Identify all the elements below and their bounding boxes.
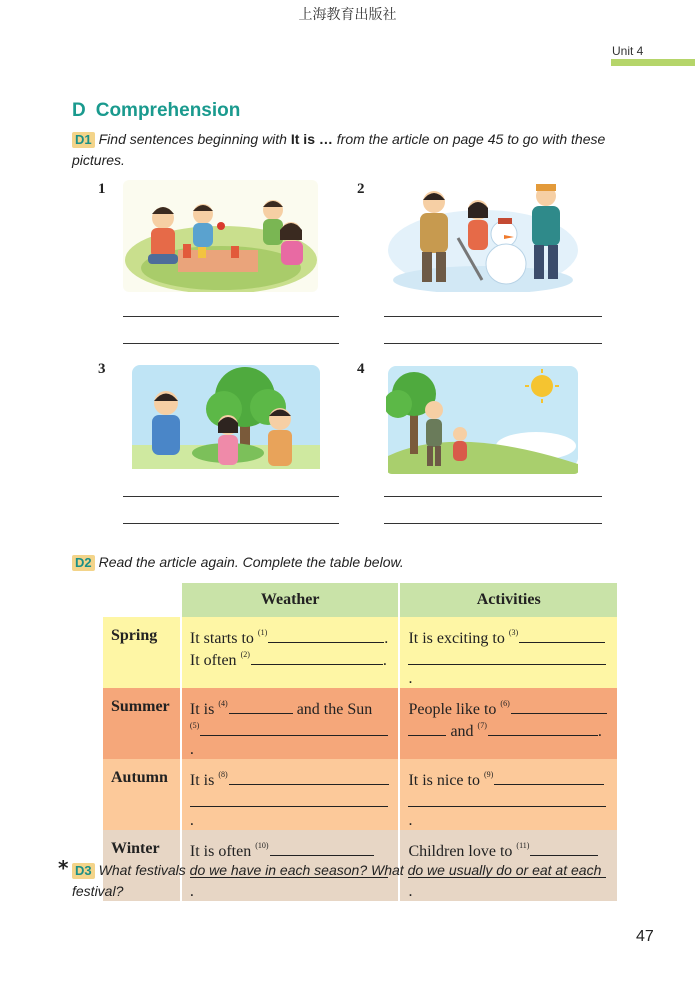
d2-instruction [72,552,632,573]
d3-instruction [72,860,612,902]
cell-text: and the Sun [296,701,373,718]
cell-text: People like to [408,701,497,718]
table-corner [102,583,181,617]
blank-field[interactable] [408,791,606,807]
section-name: Comprehension [95,100,241,121]
publisher-header: 上海教育出版社 [298,7,397,23]
d1-text-bold: It is … [290,131,333,147]
blank-field[interactable] [270,840,374,856]
cell-text: It often [189,652,237,669]
d3-tag: D3 [72,863,95,879]
cell-text: It is often [189,843,252,860]
d1-tag: D1 [72,132,95,148]
unit-bar [611,59,695,66]
picnic-picture [123,180,318,292]
blank-number: (11) [516,841,530,850]
answer-line[interactable] [384,343,602,344]
answer-line[interactable] [384,523,602,524]
blank-number: (5) [189,721,200,730]
weather-cell: It is $^{(4)}$ and the Sun $^{(5)}$. [181,688,400,759]
blank-field[interactable] [251,649,383,665]
weather-cell: It is often $^{(10)}$ . [181,830,400,901]
table-row-summer [102,688,617,759]
section-title [72,100,240,122]
d1-text-2: from the article on page 45 to go with these pictures. [72,131,606,168]
picture-number-4: 4 [357,361,365,377]
header-activities: Activities [399,583,617,617]
activities-cell: It is nice to $^{(9)}$ . [399,759,617,830]
tree-picture [128,361,323,476]
blank-field[interactable] [408,649,606,665]
weather-cell: It is $^{(8)}$ . [181,759,400,830]
answer-line[interactable] [123,343,339,344]
d3-text: What festivals do we have in each season? What do we usually do or eat at each festival? [72,862,602,899]
picture-number-2: 2 [357,181,365,197]
answer-line[interactable] [384,316,602,317]
season-label: Autumn [102,759,181,830]
blank-field[interactable] [229,769,389,785]
seasons-table [101,583,617,901]
answer-line[interactable] [384,496,602,497]
activities-cell: It is exciting to $^{(3)}$ . [399,617,617,688]
blank-number: (4) [218,699,228,708]
blank-field[interactable] [200,720,388,736]
d1-text-1: Find sentences beginning with [98,131,291,147]
answer-line[interactable] [123,496,339,497]
season-label: Spring [102,617,181,688]
blank-number: (3) [508,628,519,637]
blank-field[interactable] [519,627,605,643]
cell-text: Children love to [408,843,513,860]
blank-field[interactable] [530,840,598,856]
blank-number: (9) [483,770,494,779]
blank-number: (10) [255,841,269,850]
blank-number: (1) [257,628,268,637]
weather-cell: It starts to $^{(1)}$ . It often $^{(2)}$ . [181,617,400,688]
picture-number-3: 3 [98,361,106,377]
d2-text: Read the article again. Complete the table below. [98,554,404,570]
answer-line[interactable] [123,316,339,317]
activities-cell: People like to $^{(6)}$ and $^{(7)}$ . [399,688,617,759]
season-label: Winter [102,830,181,901]
cell-text: It is [189,701,215,718]
blank-number: (8) [218,770,228,779]
blank-number: (7) [477,721,487,730]
cell-text: It is nice to [408,772,480,789]
blank-field[interactable] [408,720,446,736]
d1-instruction [72,129,632,171]
blank-number: (6) [500,699,510,708]
hiking-picture [386,364,580,474]
page-number: 47 [636,928,654,945]
blank-field[interactable] [229,698,293,714]
table-row-spring [102,617,617,688]
cell-text: It starts to [189,630,254,647]
answer-line[interactable] [123,523,339,524]
cell-text: It is [189,772,215,789]
blank-number: (2) [240,650,250,659]
blank-field[interactable] [494,769,604,785]
snowman-picture [386,180,580,292]
picture-number-1: 1 [98,181,106,197]
activities-cell: Children love to $^{(11)}$ . [399,830,617,901]
unit-label: Unit 4 [612,44,644,58]
cell-text: and [450,723,474,740]
blank-field[interactable] [190,791,388,807]
blank-field[interactable] [268,627,384,643]
optional-star-icon: * [58,856,69,880]
section-letter: D [72,100,86,121]
d2-tag: D2 [72,555,95,571]
blank-field[interactable] [488,720,598,736]
table-row-autumn [102,759,617,830]
cell-text: It is exciting to [408,630,505,647]
season-label: Summer [102,688,181,759]
blank-field[interactable] [511,698,607,714]
header-weather: Weather [181,583,400,617]
